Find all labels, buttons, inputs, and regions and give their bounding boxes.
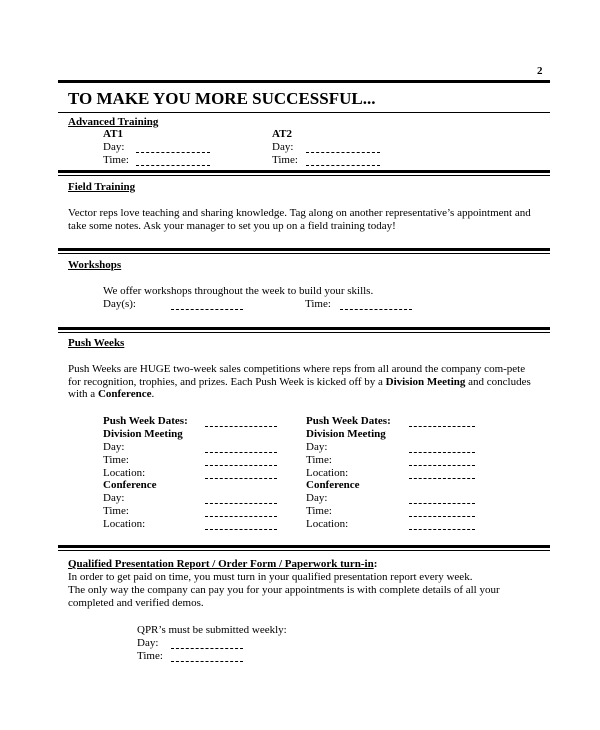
advanced-training-heading: Advanced Training <box>68 116 159 128</box>
section-rule-2 <box>58 248 550 251</box>
qpr-heading: Qualified Presentation Report / Order Form / Paperwork turn-in: <box>68 558 378 570</box>
conference-location-field[interactable] <box>205 521 277 530</box>
at1-time-label: Time: <box>103 154 129 166</box>
conference-time-label: Time: <box>103 505 129 517</box>
section-rule-3b <box>58 332 550 333</box>
section-rule-4 <box>58 545 550 548</box>
division-time-field[interactable] <box>409 457 475 466</box>
page-title: TO MAKE YOU MORE SUCCESSFUL... <box>68 89 376 108</box>
title-rule <box>58 112 550 113</box>
push-week-dates-field[interactable] <box>409 418 475 427</box>
at2-time-label: Time: <box>272 154 298 166</box>
at1-time-field[interactable] <box>136 157 210 166</box>
division-meeting-label: Division Meeting <box>306 428 386 440</box>
conference-label: Conference <box>306 479 360 491</box>
field-training-body: Vector reps love teaching and sharing knowledge. Tag along on another representative’s appointment and take some notes. Ask your manager to set you up on a field training today! <box>68 207 531 232</box>
section-rule-1 <box>58 170 550 173</box>
conference-location-label: Location: <box>103 518 146 530</box>
section-rule-1b <box>58 175 550 176</box>
division-location-label: Location: <box>103 467 146 479</box>
conference-day-label: Day: <box>103 492 125 504</box>
push-weeks-body: Push Weeks are HUGE two-week sales competitions where reps from all around the company com-pete for recognition, trophies, and prizes. Each Push Week is kicked off by a Division Meeting and concludes with a Conference. <box>68 363 531 400</box>
qpr-time-label: Time: <box>137 650 163 662</box>
conference-day-field[interactable] <box>409 495 475 504</box>
workshops-time-label: Time: <box>305 298 331 310</box>
workshops-heading: Workshops <box>68 259 122 271</box>
qpr-day-field[interactable] <box>171 640 243 649</box>
conference-time-label: Time: <box>306 505 332 517</box>
conference-day-label: Day: <box>306 492 328 504</box>
division-location-field[interactable] <box>409 470 475 479</box>
conference-label: Conference <box>103 479 157 491</box>
at1-day-label: Day: <box>103 141 125 153</box>
workshops-time-field[interactable] <box>340 301 412 310</box>
qpr-time-field[interactable] <box>171 653 243 662</box>
qpr-submit-label: QPR’s must be submitted weekly: <box>137 624 287 636</box>
at1-day-field[interactable] <box>136 144 210 153</box>
qpr-day-label: Day: <box>137 637 159 649</box>
division-time-field[interactable] <box>205 457 277 466</box>
push-weeks-heading: Push Weeks <box>68 337 125 349</box>
push-week-dates-label: Push Week Dates: <box>103 415 188 427</box>
division-meeting-label: Division Meeting <box>103 428 183 440</box>
conference-location-label: Location: <box>306 518 349 530</box>
division-day-field[interactable] <box>205 444 277 453</box>
at2-time-field[interactable] <box>306 157 380 166</box>
conference-day-field[interactable] <box>205 495 277 504</box>
workshops-days-field[interactable] <box>171 301 243 310</box>
section-rule-2b <box>58 253 550 254</box>
workshops-days-label: Day(s): <box>103 298 136 310</box>
section-rule-4b <box>58 550 550 551</box>
division-day-label: Day: <box>103 441 125 453</box>
push-week-dates-label: Push Week Dates: <box>306 415 391 427</box>
conference-location-field[interactable] <box>409 521 475 530</box>
at2-day-field[interactable] <box>306 144 380 153</box>
field-training-heading: Field Training <box>68 181 136 193</box>
qpr-line-2: The only way the company can pay you for your appointments is with complete details of all your <box>68 584 500 596</box>
page-number: 2 <box>537 65 543 77</box>
division-location-field[interactable] <box>205 470 277 479</box>
section-rule-3 <box>58 327 550 330</box>
division-time-label: Time: <box>103 454 129 466</box>
top-rule <box>58 80 550 83</box>
at2-label: AT2 <box>272 128 292 140</box>
at2-day-label: Day: <box>272 141 294 153</box>
division-day-field[interactable] <box>409 444 475 453</box>
division-day-label: Day: <box>306 441 328 453</box>
push-week-dates-field[interactable] <box>205 418 277 427</box>
conference-time-field[interactable] <box>409 508 475 517</box>
division-time-label: Time: <box>306 454 332 466</box>
workshops-body: We offer workshops throughout the week to build your skills. <box>103 285 374 297</box>
qpr-line-1: In order to get paid on time, you must turn in your qualified presentation report every week. <box>68 571 473 583</box>
conference-time-field[interactable] <box>205 508 277 517</box>
qpr-line-3: completed and verified demos. <box>68 597 204 609</box>
division-location-label: Location: <box>306 467 349 479</box>
at1-label: AT1 <box>103 128 123 140</box>
